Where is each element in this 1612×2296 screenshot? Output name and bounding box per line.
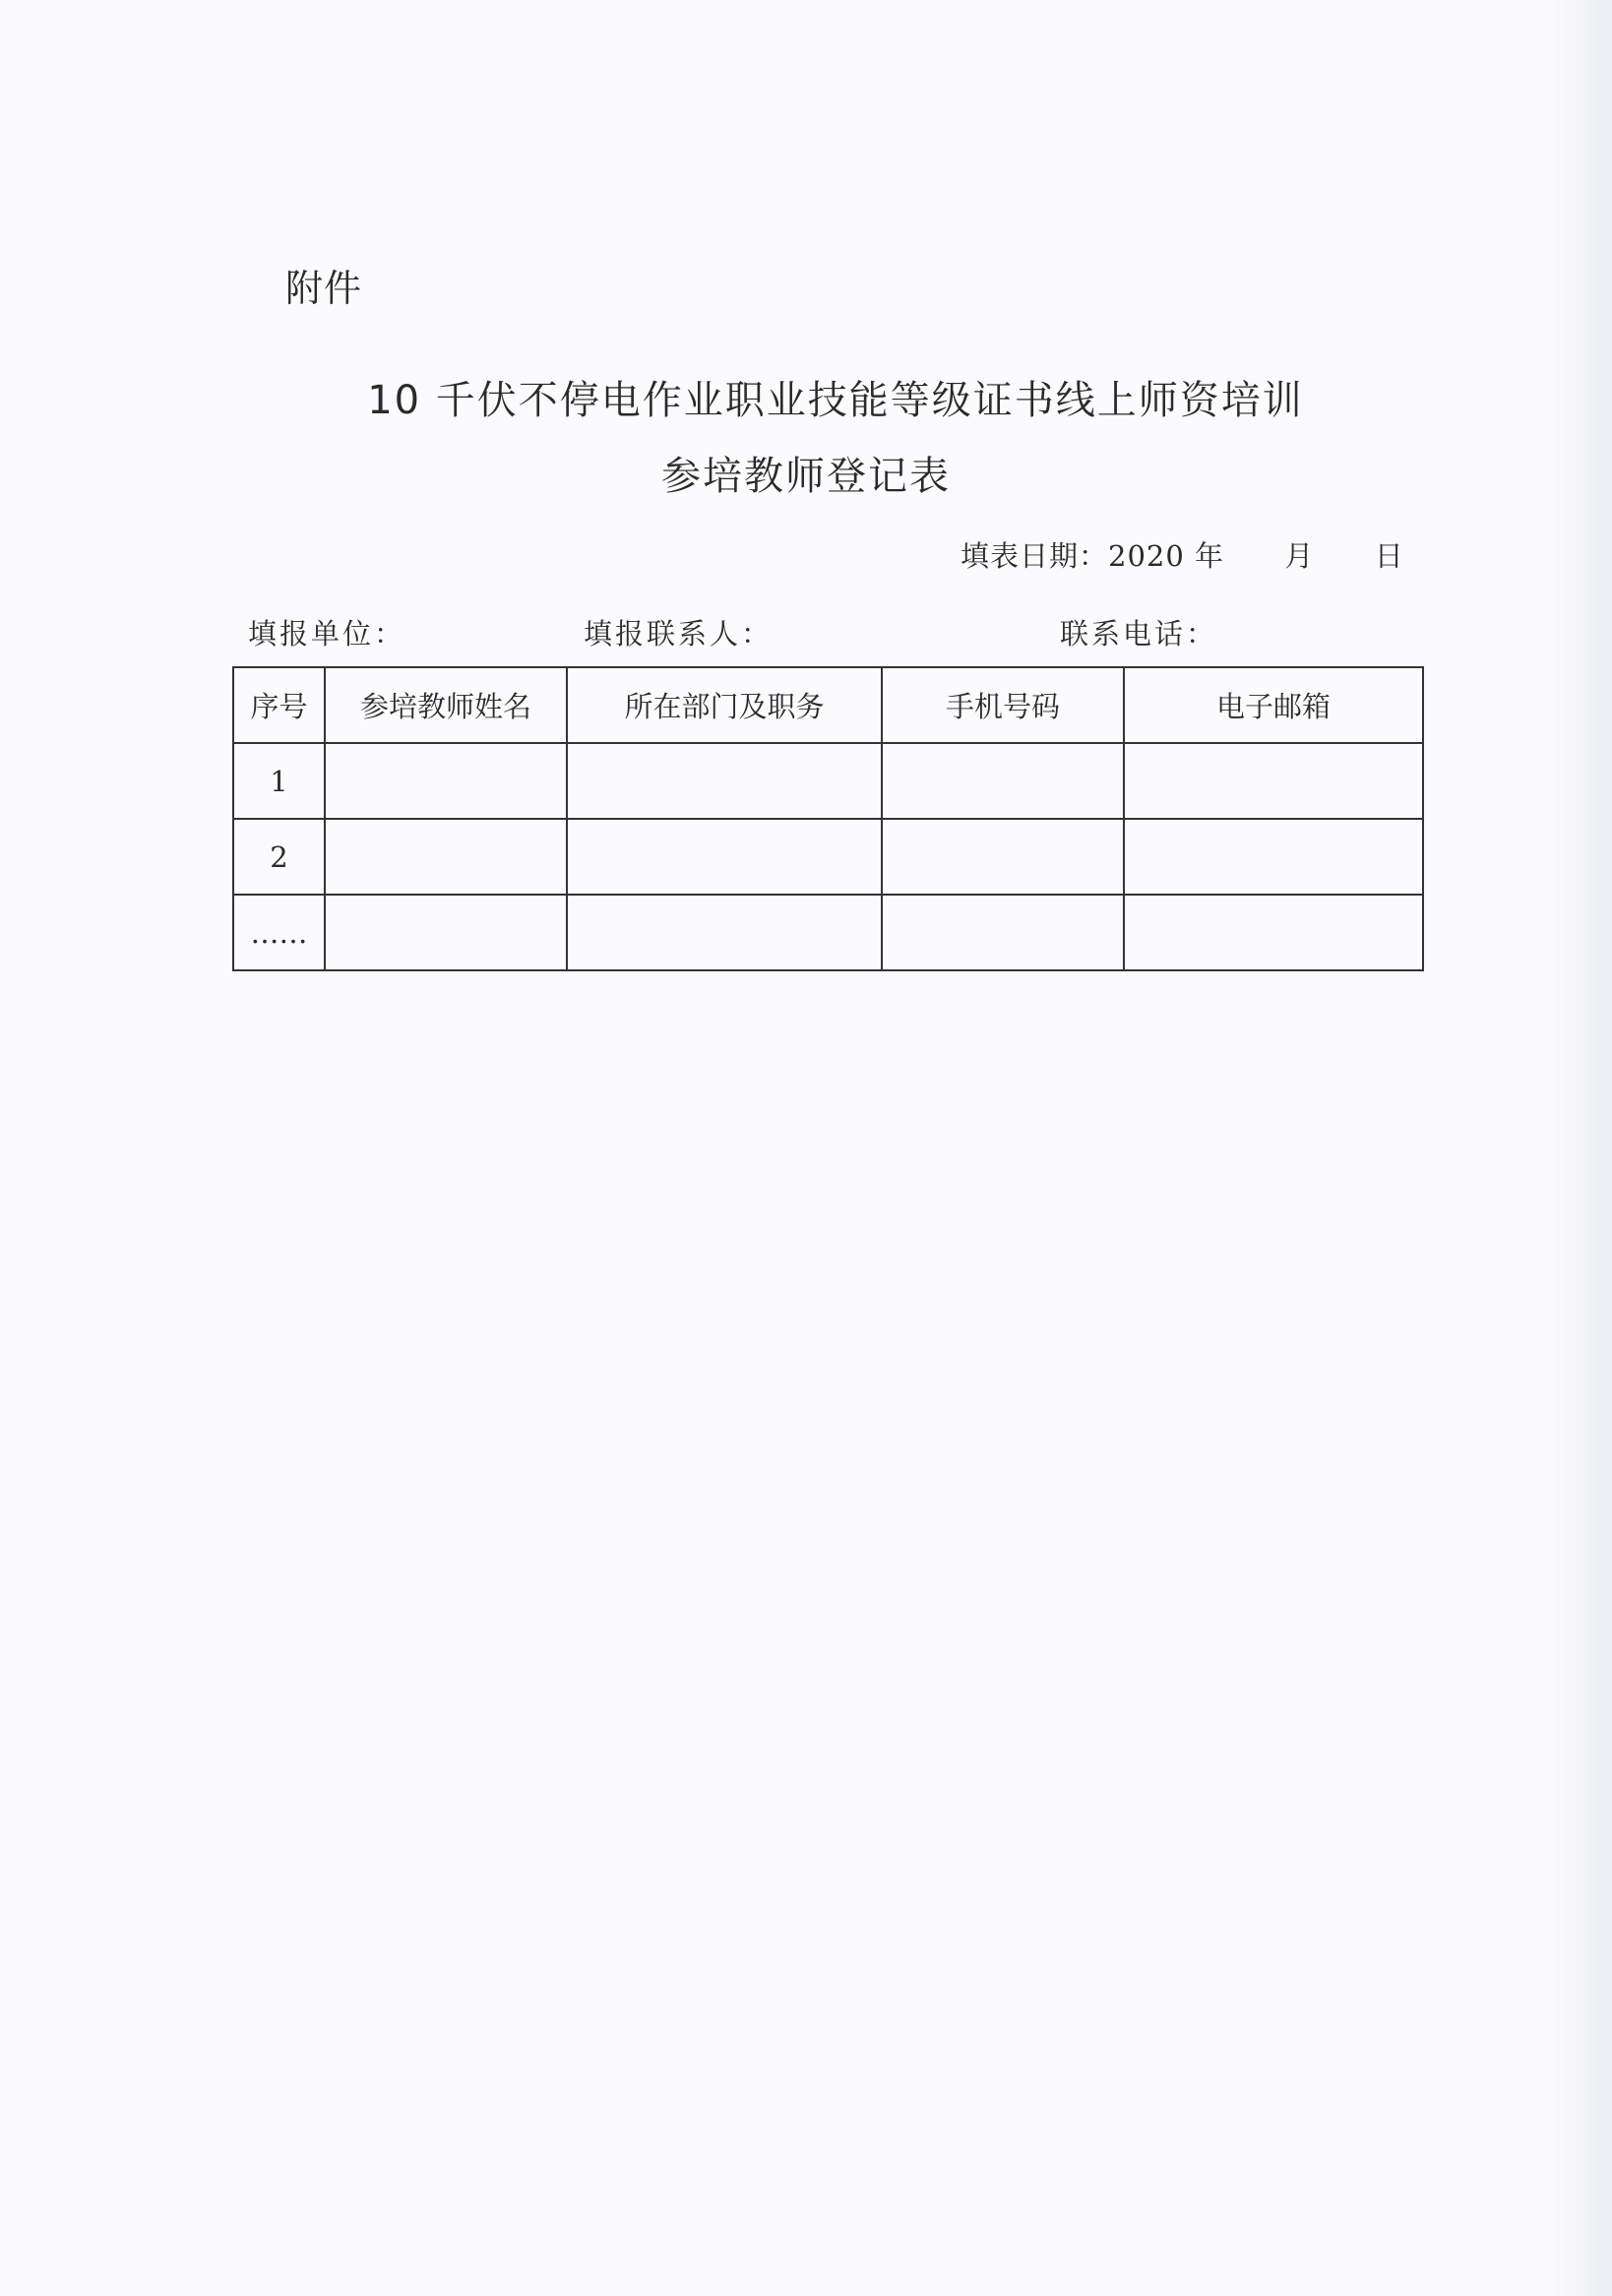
header-mobile-number: 手机号码 [882, 667, 1124, 743]
registration-table [232, 666, 1424, 971]
cell-teacher-name [325, 743, 567, 819]
fill-date-year: 2020 [1108, 539, 1185, 573]
attachment-label: 附件 [285, 267, 363, 310]
document-title-line-1: 10 千伏不停电作业职业技能等级证书线上师资培训 [367, 378, 1304, 423]
fill-date-day-unit: 日 [1374, 539, 1404, 573]
cell-department-position [567, 743, 882, 819]
fill-date-year-unit: 年 [1195, 539, 1225, 573]
header-email: 电子邮箱 [1124, 667, 1423, 743]
cell-mobile-number [882, 819, 1124, 895]
table-header-row [233, 667, 1423, 743]
document-title-line-2: 参培教师登记表 [661, 454, 951, 499]
header-teacher-name: 参培教师姓名 [325, 667, 567, 743]
cell-teacher-name [325, 895, 567, 970]
table-row [233, 743, 1423, 819]
table-row [233, 819, 1423, 895]
cell-serial-number: 2 [233, 819, 325, 895]
cell-department-position [567, 819, 882, 895]
cell-serial-number: …… [233, 895, 325, 970]
fill-date [961, 534, 1404, 575]
reporting-contact-label: 填报联系人： [584, 617, 774, 651]
cell-serial-number: 1 [233, 743, 325, 819]
cell-mobile-number [882, 743, 1124, 819]
cell-email [1124, 895, 1423, 970]
fill-date-month-unit: 月 [1284, 539, 1315, 573]
fill-date-label: 填表日期： [961, 539, 1109, 573]
table-row [233, 895, 1423, 970]
contact-phone-label: 联系电话： [1060, 617, 1218, 651]
cell-department-position [567, 895, 882, 970]
header-serial-number: 序号 [233, 667, 325, 743]
cell-teacher-name [325, 819, 567, 895]
scan-shadow [1543, 0, 1612, 2296]
reporting-unit-label: 填报单位： [248, 617, 406, 651]
header-department-position: 所在部门及职务 [567, 667, 882, 743]
cell-email [1124, 743, 1423, 819]
cell-email [1124, 819, 1423, 895]
cell-mobile-number [882, 895, 1124, 970]
